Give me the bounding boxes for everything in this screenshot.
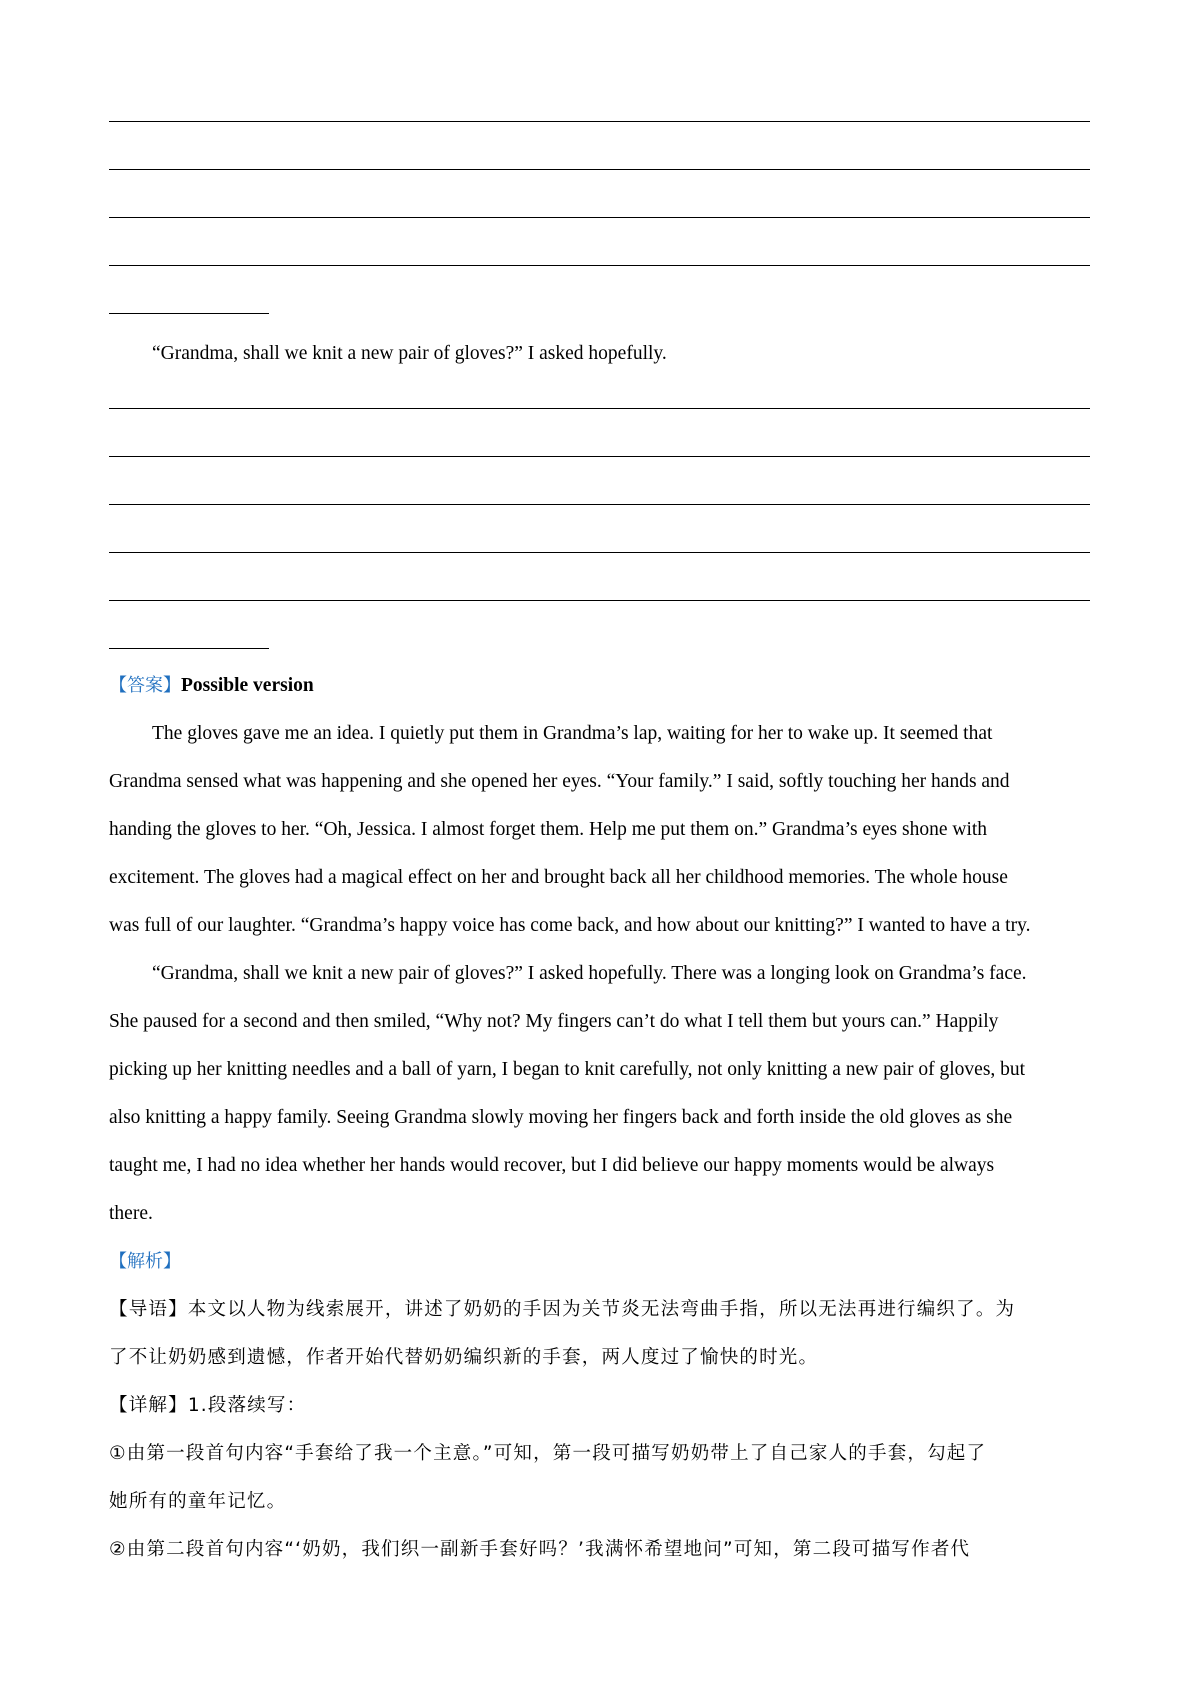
detail-label: 【详解】 xyxy=(109,1395,188,1416)
answer-line-short xyxy=(109,313,269,314)
answer-text-line: excitement. The gloves had a magical effect on her and brought back all her childhood memories. The whole house xyxy=(109,867,1008,888)
paragraph-two-prompt: “Grandma, shall we knit a new pair of gloves?” I asked hopefully. xyxy=(152,343,667,364)
answer-line-short xyxy=(109,648,269,649)
answer-text-line: She paused for a second and then smiled, “Why not? My fingers can’t do what I tell them but yours can.” Happily xyxy=(109,1011,999,1032)
answer-text-line: handing the gloves to her. “Oh, Jessica. I almost forget them. Help me put them on.” Grandma’s eyes shone with xyxy=(109,819,988,840)
detail-line xyxy=(109,1394,1099,1418)
answer-line xyxy=(109,504,1090,505)
answer-text-line: taught me, I had no idea whether her hands would recover, but I did believe our happy moments would be always xyxy=(109,1155,995,1176)
analysis-tag: 【解析】 xyxy=(109,1251,181,1272)
answer-text-line: also knitting a happy family. Seeing Grandma slowly moving her fingers back and forth inside the old gloves as she xyxy=(109,1107,1013,1128)
answer-text-line: was full of our laughter. “Grandma’s happy voice has come back, and how about our knitting?” I wanted to have a try. xyxy=(109,915,1031,936)
point-two-line: ②由第二段首句内容“‘奶奶，我们织一副新手套好吗？’我满怀希望地问”可知，第二段可描写作者代 xyxy=(109,1539,971,1560)
answer-text-line: there. xyxy=(109,1203,153,1224)
answer-text-line: Grandma sensed what was happening and she opened her eyes. “Your family.” I said, softly touching her hands and xyxy=(109,771,1010,792)
intro-line: 了不让奶奶感到遗憾，作者开始代替奶奶编织新的手套，两人度过了愉快的时光。 xyxy=(109,1347,819,1368)
intro-label: 【导语】 xyxy=(109,1299,188,1320)
answer-heading xyxy=(109,674,1099,698)
answer-text-line: picking up her knitting needles and a ball of yarn, I began to knit carefully, not only knitting a new pair of gloves, but xyxy=(109,1059,1026,1080)
analysis-heading xyxy=(109,1250,1099,1274)
point-one-line: ①由第一段首句内容“手套给了我一个主意。”可知，第一段可描写奶奶带上了自己家人的手套，勾起了 xyxy=(109,1443,987,1464)
answer-title: Possible version xyxy=(181,675,314,696)
answer-line xyxy=(109,265,1090,266)
answer-text-line: “Grandma, shall we knit a new pair of gloves?” I asked hopefully. There was a longing look on Grandma’s face. xyxy=(152,963,1027,984)
point-one-line: 她所有的童年记忆。 xyxy=(109,1491,287,1512)
intro-line xyxy=(109,1298,1099,1322)
answer-line xyxy=(109,121,1090,122)
answer-line xyxy=(109,169,1090,170)
answer-line xyxy=(109,456,1090,457)
answer-line xyxy=(109,600,1090,601)
answer-tag: 【答案】 xyxy=(109,675,181,696)
answer-text-line: The gloves gave me an idea. I quietly put them in Grandma’s lap, waiting for her to wake up. It seemed that xyxy=(152,723,993,744)
answer-line xyxy=(109,217,1090,218)
detail-heading: 1.段落续写： xyxy=(187,1395,307,1416)
answer-line xyxy=(109,408,1090,409)
intro-text: 本文以人物为线索展开，讲述了奶奶的手因为关节炎无法弯曲手指，所以无法再进行编织了。为 xyxy=(187,1299,1016,1320)
answer-line xyxy=(109,552,1090,553)
